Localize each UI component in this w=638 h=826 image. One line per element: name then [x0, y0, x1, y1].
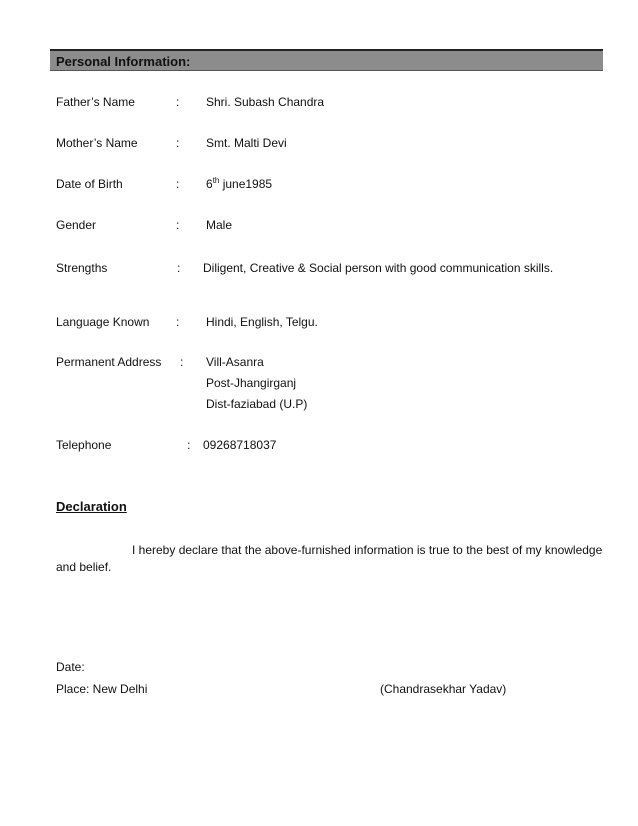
declaration-text-line-2: and belief. [56, 560, 112, 574]
declaration-text-line-1: I hereby declare that the above-furnished information is true to the best of my knowledge [132, 543, 603, 557]
field-label: Gender [56, 218, 97, 232]
field-colon: : [176, 95, 180, 109]
field-colon: : [176, 218, 180, 232]
dob-rest: june1985 [219, 177, 273, 191]
field-value: Shri. Subash Chandra [206, 95, 325, 109]
field-label: Strengths [56, 261, 108, 275]
field-value: Male [206, 218, 233, 232]
field-label: Mother’s Name [56, 136, 138, 150]
field-value: 09268718037 [203, 438, 277, 452]
field-label: Telephone [56, 438, 112, 452]
date-label: Date: [56, 660, 85, 674]
field-value: Smt. Malti Devi [206, 136, 287, 150]
dob-ordinal: th [212, 176, 220, 185]
field-label: Language Known [56, 315, 150, 329]
field-colon: : [176, 315, 180, 329]
field-value [206, 177, 272, 191]
address-line-2: Post-Jhangirganj [206, 376, 297, 390]
address-line-1: Vill-Asanra [206, 355, 264, 369]
field-value: Hindi, English, Telgu. [206, 315, 318, 329]
field-colon: : [177, 261, 181, 275]
field-colon: : [180, 355, 184, 369]
place-label: Place: New Delhi [56, 682, 148, 696]
dob-day: 6 [206, 177, 213, 191]
field-label: Date of Birth [56, 177, 123, 191]
field-value: Diligent, Creative & Social person with good communication skills. [203, 261, 554, 275]
declaration-title: Declaration [56, 499, 127, 514]
field-colon: : [176, 177, 180, 191]
signature-name: (Chandrasekhar Yadav) [380, 682, 507, 696]
section-title: Personal Information: [56, 54, 191, 69]
field-colon: : [187, 438, 191, 452]
field-colon: : [176, 136, 180, 150]
address-line-3: Dist-faziabad (U.P) [206, 397, 308, 411]
field-label: Father’s Name [56, 95, 135, 109]
section-header-bar [50, 49, 603, 71]
field-label: Permanent Address [56, 355, 162, 369]
